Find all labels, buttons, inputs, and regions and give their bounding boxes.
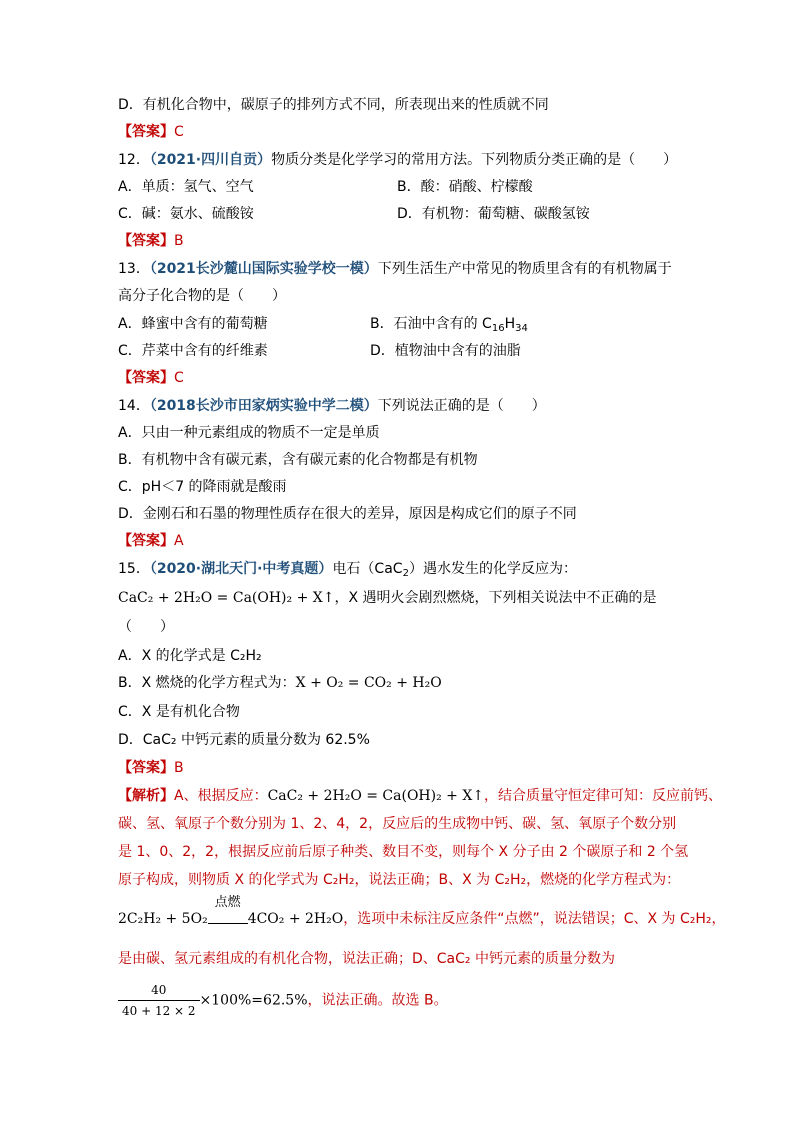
analysis-label: 【解析】 [118,788,174,804]
analysis-text: A、根据反应： [174,788,268,804]
q11-answer [118,122,184,142]
q13-stem-2: 高分子化合物的是（ ） [118,288,286,304]
analysis-line-5 [118,895,726,929]
q15-answer [118,758,184,778]
q12-option-b: B．酸：硝酸、柠檬酸 [397,179,533,195]
analysis-line-2: 碳、氢、氧原子个数分别为 1、2、4，2，反应后的生成物中钙、碳、氢、氧原子个数分别 [118,816,677,832]
option-text: B．X 燃烧的化学方程式为： [118,675,296,691]
answer-value: C [174,124,184,140]
q15-option-c: C．X 是有机化合物 [118,704,240,720]
fraction-numerator: 40 [118,980,200,1001]
analysis-line-3: 是 1、0、2，2，根据反应前后原子种类、数目不变，则每个 X 分子由 2 个碳原子和 2 个氢 [118,844,689,860]
fraction-denominator: 40 + 12 × 2 [122,1004,196,1018]
analysis-line-4: 原子构成，则物质 X 的化学式为 C₂H₂，说法正确；B、X 为 C₂H₂，燃烧的化学方程式为： [118,872,681,888]
question-text: 物质分类是化学学习的常用方法。下列物质分类正确的是（ ） [271,152,678,168]
q15-blank: （ ） [118,619,174,635]
q12-answer [118,231,184,251]
q13-answer [118,368,184,388]
q14-option-d: D．金刚石和石墨的物理性质存在很大的差异，原因是构成它们的原子不同 [118,506,577,522]
q12-option-d: D．有机物：葡萄糖、碳酸氢铵 [397,206,590,222]
q15-stem-2 [118,588,657,608]
reaction-equation: 4CO₂ + 2H₂O [247,911,344,927]
answer-label: 【答案】 [118,233,174,249]
q13-stem-1 [118,259,672,279]
option-text: B．石油中含有的 C [370,316,492,332]
question-number: 13． [118,261,150,277]
question-source: （2021·四川自贡） [149,152,272,168]
q13-option-a: A．蜂蜜中含有的葡萄糖 [118,316,268,332]
question-text: 下列说法正确的是（ ） [377,398,546,414]
question-source: （2021长沙麓山国际实验学校一模） [149,261,378,277]
q15-stem-1 [118,559,577,579]
question-source: （2020·湖北天门·中考真题） [149,561,333,577]
reaction-equation: CaC₂ + 2H₂O = Ca(OH)₂ + X↑ [267,788,485,804]
option-text: H [504,316,516,332]
question-number: 14． [118,398,150,414]
analysis-line-6: 是由碳、氢元素组成的有机化合物，说法正确；D、CaC₂ 中钙元素的质量分数为 [118,951,615,967]
answer-value: C [174,370,184,386]
reaction-condition [208,895,248,929]
q13-option-d: D．植物油中含有的油脂 [370,343,521,359]
answer-label: 【答案】 [118,760,174,776]
question-number: 15． [118,561,150,577]
q12-option-c: C．碱：氨水、硫酸铵 [118,206,254,222]
q14-option-a: A．只由一种元素组成的物质不一定是单质 [118,425,380,441]
question-number: 12． [118,152,150,168]
subscript: 34 [515,323,528,334]
answer-label: 【答案】 [118,533,174,549]
equals-line [208,915,248,924]
subscript: 2 [402,568,409,579]
answer-value: B [174,233,184,249]
analysis-line-1 [118,786,722,806]
analysis-line-7 [118,980,448,1021]
q14-stem [118,396,546,416]
answer-label: 【答案】 [118,124,174,140]
mass-fraction [118,980,200,1021]
q13-option-c: C．芹菜中含有的纤维素 [118,343,268,359]
q15-option-b [118,673,442,693]
answer-label: 【答案】 [118,370,174,386]
question-text: ，X 遇明火会剧烈燃烧，下列相关说法中不正确的是 [334,590,657,606]
q13-option-b [370,314,528,334]
subscript: 16 [491,323,505,334]
answer-value: A [174,533,184,549]
question-source: （2018长沙市田家炳实验中学二模） [149,398,378,414]
analysis-text: ，结合质量守恒定律可知：反应前钙、 [484,788,723,804]
q14-option-b: B．有机物中含有碳元素，含有碳元素的化合物都是有机物 [118,452,478,468]
question-text: 电石（CaC [332,561,403,577]
q15-option-a: A．X 的化学式是 C₂H₂ [118,648,262,664]
q12-stem [118,150,677,170]
analysis-text: ，说法正确。故选 B。 [307,992,448,1009]
q14-answer [118,531,184,551]
percent-result: ×100%=62.5% [199,992,308,1009]
reaction-equation: X + O₂ = CO₂ + H₂O [295,675,442,691]
question-text: ）遇水发生的化学反应为： [408,561,577,577]
condition-label: 点燃 [214,895,241,910]
reaction-equation: 2C₂H₂ + 5O₂ [118,911,208,927]
q14-option-c: C．pH＜7 的降雨就是酸雨 [118,479,287,495]
question-text: 下列生活生产中常见的物质里含有的有机物属于 [377,261,672,277]
q12-option-a: A．单质：氢气、空气 [118,179,254,195]
q15-option-d: D．CaC₂ 中钙元素的质量分数为 62.5% [118,732,370,748]
answer-value: B [174,760,184,776]
reaction-equation: CaC₂ + 2H₂O = Ca(OH)₂ + X↑ [118,590,335,606]
q11-option-d: D．有机化合物中，碳原子的排列方式不同，所表现出来的性质就不同 [118,97,549,113]
analysis-text: ，选项中未标注反应条件“点燃”，说法错误；C、X 为 C₂H₂， [343,911,726,927]
